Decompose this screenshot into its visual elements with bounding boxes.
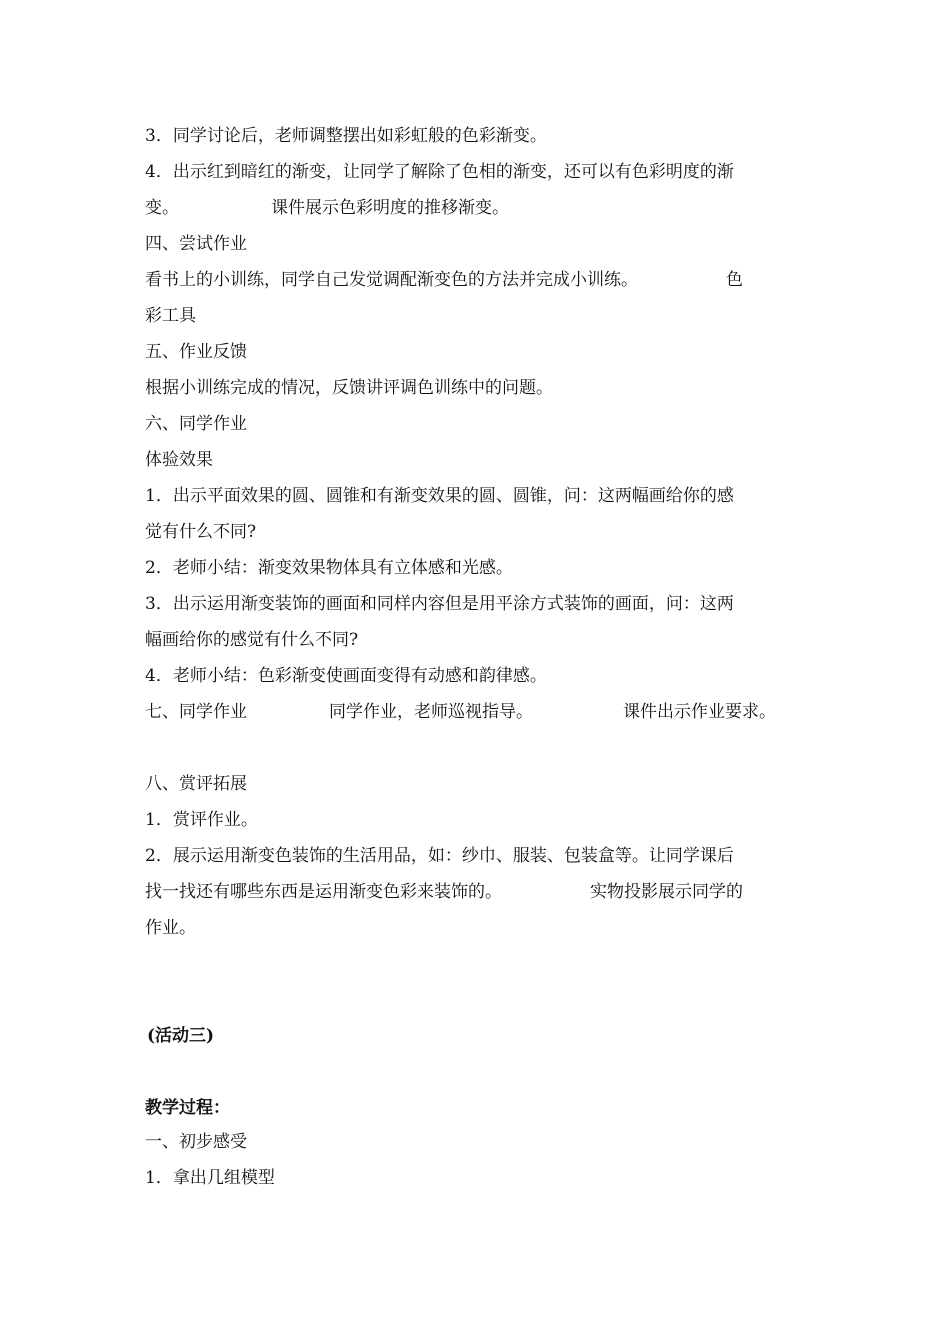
text-span: 看书上的小训练，同学自己发觉调配渐变色的方法并完成小训练。 [145,270,638,290]
section-heading: 六、同学作业 [145,414,247,434]
paragraph-line [145,880,743,904]
text-span: 找一找还有哪些东西是运用渐变色彩来装饰的。 [145,882,502,902]
paragraph-line: 4．出示红到暗红的渐变，让同学了解除了色相的渐变，还可以有色彩明度的渐 [145,162,734,182]
text-span: 课件出示作业要求。 [623,702,776,722]
section-heading: 一、初步感受 [145,1132,247,1152]
paragraph-line: 2．老师小结：渐变效果物体具有立体感和光感。 [145,558,513,578]
paragraph-line: 彩工具 [145,306,196,326]
paragraph-line: 1．拿出几组模型 [145,1168,275,1188]
section-heading: 五、作业反馈 [145,342,247,362]
text-span: 同学作业，老师巡视指导。 [329,702,533,722]
paragraph-line [145,268,743,292]
text-span: 变。 [145,198,179,218]
paragraph-line: 3．同学讨论后，老师调整摆出如彩虹般的色彩渐变。 [145,126,547,146]
text-span: 七、同学作业 [145,702,247,722]
text-span: 色 [726,270,743,290]
paragraph-line: 2．展示运用渐变色装饰的生活用品，如：纱巾、服装、包装盒等。让同学课后 [145,846,734,866]
paragraph-line: 根据小训练完成的情况，反馈讲评调色训练中的问题。 [145,378,553,398]
section-heading: 八、赏评拓展 [145,774,247,794]
paragraph-line: 觉有什么不同? [145,522,257,542]
section-heading [145,700,776,724]
paragraph-line [145,196,509,220]
paragraph-line: 作业。 [145,918,196,938]
paragraph-line: 4．老师小结：色彩渐变使画面变得有动感和韵律感。 [145,666,547,686]
text-span: 课件展示色彩明度的推移渐变。 [271,198,509,218]
process-heading: 教学过程： [145,1098,230,1118]
text-span: 实物投影展示同学的 [590,882,743,902]
activity-heading: (活动三) [147,1026,215,1046]
paragraph-line: 幅画给你的感觉有什么不同? [145,630,359,650]
paragraph-line: 体验效果 [145,450,213,470]
paragraph-line: 1．出示平面效果的圆、圆锥和有渐变效果的圆、圆锥，问：这两幅画给你的感 [145,486,734,506]
paragraph-line: 1．赏评作业。 [145,810,258,830]
paragraph-line: 3．出示运用渐变装饰的画面和同样内容但是用平涂方式装饰的画面，问：这两 [145,594,734,614]
section-heading: 四、尝试作业 [145,234,247,254]
